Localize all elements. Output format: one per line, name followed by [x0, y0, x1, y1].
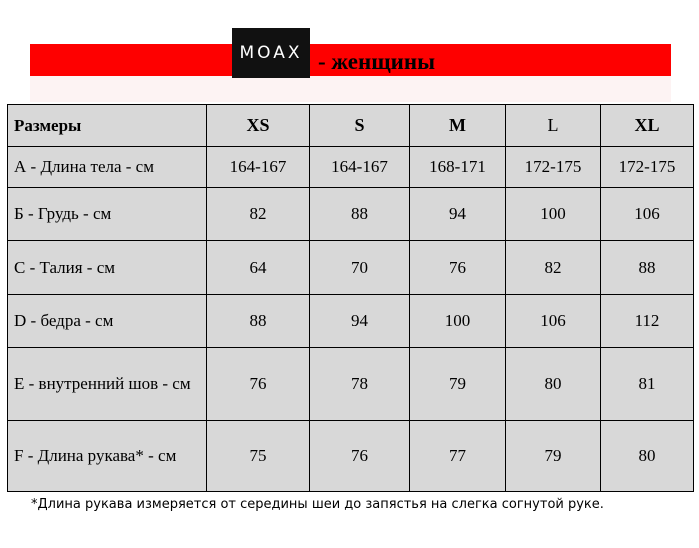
- table-cell: 164-167: [207, 147, 310, 188]
- table-row: [8, 188, 694, 241]
- table-cell: 172-175: [601, 147, 694, 188]
- brand-logo: [232, 28, 310, 78]
- table-row: [8, 295, 694, 348]
- table-cell: 78: [310, 348, 410, 421]
- table-cell: 80: [601, 421, 694, 492]
- table-cell: 88: [310, 188, 410, 241]
- table-header-row: [8, 105, 694, 147]
- table-cell: 112: [601, 295, 694, 348]
- size-header-l: L: [506, 105, 601, 147]
- row-label: F - Длина рукава* - см: [8, 421, 207, 492]
- table-cell: 106: [601, 188, 694, 241]
- row-label: Е - внутренний шов - см: [8, 348, 207, 421]
- table-row: [8, 421, 694, 492]
- table-row: [8, 241, 694, 295]
- page-title-suffix: - женщины: [318, 49, 436, 74]
- row-label: D - бедра - см: [8, 295, 207, 348]
- sleeve-length-footnote: *Длина рукава измеряется от середины шеи до запястья на слегка согнутой руке.: [31, 497, 604, 512]
- table-cell: 88: [207, 295, 310, 348]
- table-cell: 100: [410, 295, 506, 348]
- table-cell: 80: [506, 348, 601, 421]
- table-cell: 79: [410, 348, 506, 421]
- table-row: [8, 147, 694, 188]
- table-cell: 82: [207, 188, 310, 241]
- table-cell: 94: [410, 188, 506, 241]
- table-cell: 94: [310, 295, 410, 348]
- table-cell: 164-167: [310, 147, 410, 188]
- table-cell: 81: [601, 348, 694, 421]
- table-cell: 168-171: [410, 147, 506, 188]
- table-cell: 172-175: [506, 147, 601, 188]
- size-chart-table: [7, 104, 694, 492]
- size-header-xl: XL: [601, 105, 694, 147]
- table-cell: 70: [310, 241, 410, 295]
- table-row: [8, 348, 694, 421]
- table-cell: 106: [506, 295, 601, 348]
- size-header-xs: XS: [207, 105, 310, 147]
- table-cell: 76: [410, 241, 506, 295]
- table-cell: 82: [506, 241, 601, 295]
- table-cell: 64: [207, 241, 310, 295]
- row-label: С - Талия - см: [8, 241, 207, 295]
- header-label: Размеры: [8, 105, 207, 147]
- size-header-s: S: [310, 105, 410, 147]
- table-cell: 76: [310, 421, 410, 492]
- table-cell: 75: [207, 421, 310, 492]
- table-cell: 76: [207, 348, 310, 421]
- banner-shadow-strip: [30, 76, 671, 102]
- brand-logo-text: MOAX: [239, 43, 303, 63]
- table-cell: 79: [506, 421, 601, 492]
- row-label: А - Длина тела - см: [8, 147, 207, 188]
- table-cell: 100: [506, 188, 601, 241]
- table-cell: 77: [410, 421, 506, 492]
- size-header-m: M: [410, 105, 506, 147]
- table-cell: 88: [601, 241, 694, 295]
- row-label: Б - Грудь - см: [8, 188, 207, 241]
